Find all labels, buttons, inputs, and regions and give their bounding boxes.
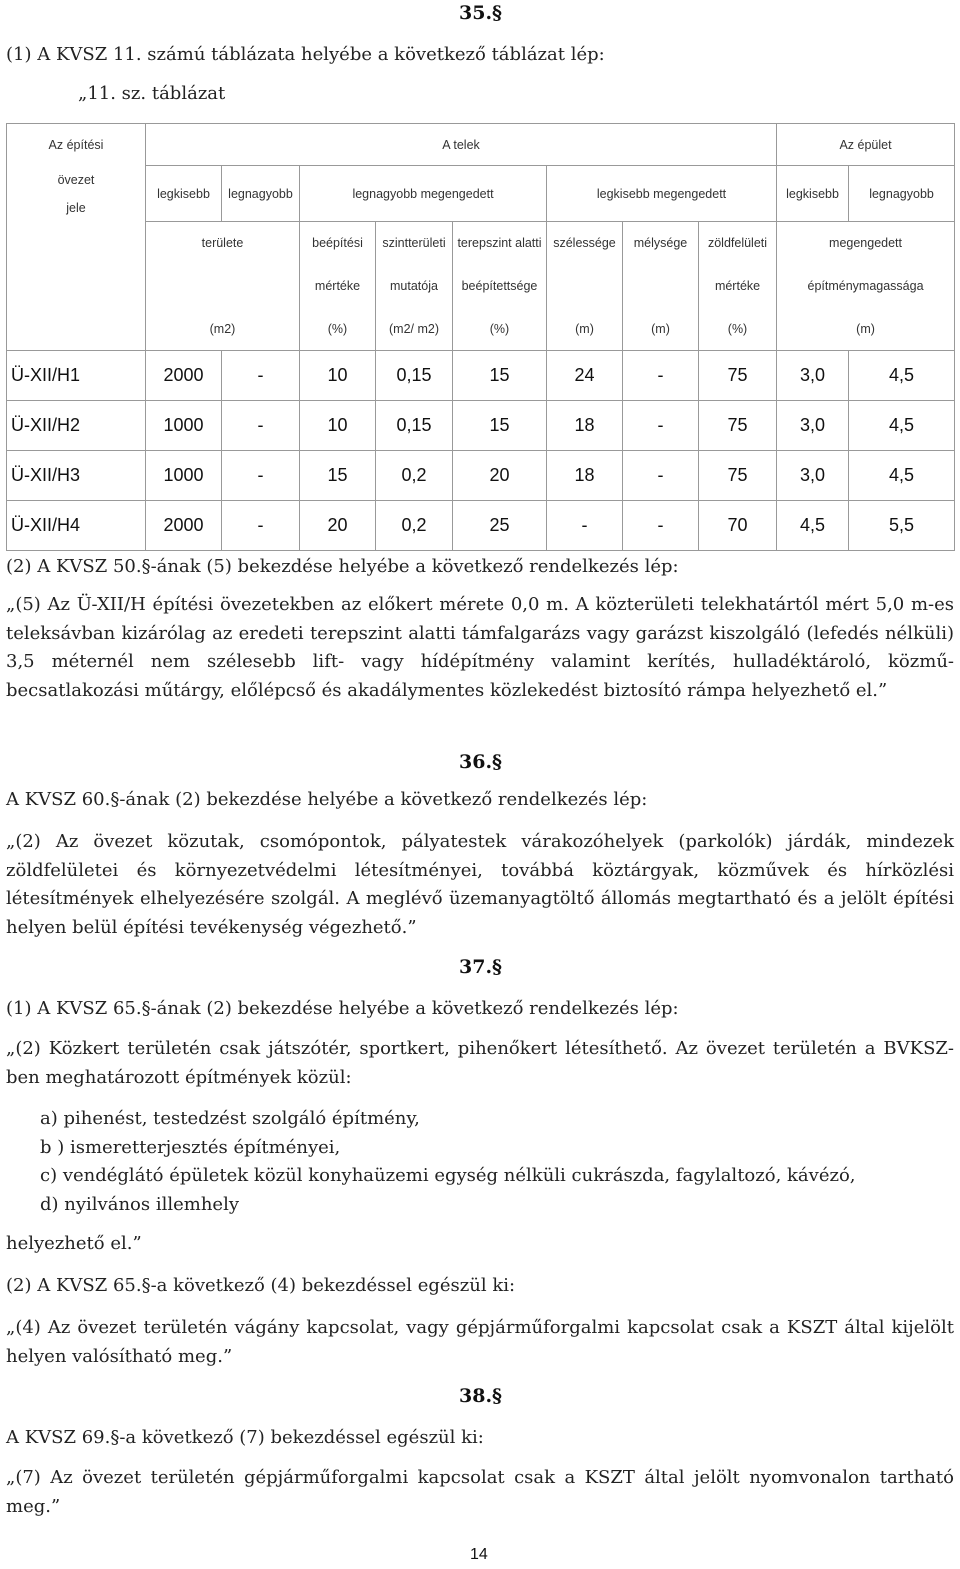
cell-depth: -: [623, 401, 699, 451]
header-under-2: beépítettsége: [453, 265, 547, 308]
header-built-2: mértéke: [300, 265, 376, 308]
cell-height-max: 5,5: [849, 501, 955, 551]
section-heading-36: 36.§: [459, 751, 502, 773]
cell-max: -: [222, 451, 300, 501]
amendment-intro: A KVSZ 69.§-a következő (7) bekezdéssel egészül ki:: [6, 1427, 484, 1448]
table-row: [7, 351, 955, 401]
cell-floor: 0,15: [376, 401, 453, 451]
zone-code: Ü-XII/H2: [7, 401, 146, 451]
header-min-height: legkisebb: [777, 166, 849, 222]
amendment-text: „(4) Az övezet területén vágány kapcsolat, vagy gépjárműforgalmi kapcsolat csak a KSZT által kijelölt helyen valósítható meg.”: [6, 1317, 954, 1367]
section-heading-38: 38.§: [459, 1385, 502, 1407]
cell-height-min: 4,5: [777, 501, 849, 551]
section-heading-35: 35.§: [459, 2, 502, 24]
cell-height-max: 4,5: [849, 351, 955, 401]
header-height: építménymagassága: [777, 265, 955, 308]
cell-width: -: [547, 501, 623, 551]
header-min-area: legkisebb: [146, 166, 222, 222]
cell-built: 15: [300, 451, 376, 501]
cell-depth: -: [623, 451, 699, 501]
cell-width: 24: [547, 351, 623, 401]
list-item: a) pihenést, testedzést szolgáló építmény,: [40, 1108, 420, 1129]
closing-text: helyezhető el.”: [6, 1233, 142, 1254]
amendment-intro: (1) A KVSZ 11. számú táblázata helyébe a következő táblázat lép:: [6, 44, 605, 65]
table-row: [7, 451, 955, 501]
header-zone-2: övezet jele: [7, 166, 146, 222]
header-floor: szintterületi: [376, 222, 453, 265]
unit-height: (m): [777, 308, 955, 351]
zone-code: Ü-XII/H1: [7, 351, 146, 401]
cell-height-min: 3,0: [777, 401, 849, 451]
header-plot: A telek: [146, 124, 777, 166]
cell-height-max: 4,5: [849, 451, 955, 501]
cell-width: 18: [547, 401, 623, 451]
header-min-allowed: legkisebb megengedett: [547, 166, 777, 222]
cell-green: 75: [699, 451, 777, 501]
amendment-intro: (1) A KVSZ 65.§-ának (2) bekezdése helyébe a következő rendelkezés lép:: [6, 998, 679, 1019]
header-max-allowed: legnagyobb megengedett: [300, 166, 547, 222]
cell-height-max: 4,5: [849, 401, 955, 451]
cell-max: -: [222, 501, 300, 551]
amendment-text: „(5) Az Ü-XII/H építési övezetekben az előkert mérete 0,0 m. A közterületi telekhatártól mért 5,0 m-es teleksávban kizárólag az eredeti terepszint alatti támfalgarázs vagy garázst kiszolgáló (lefedés nélküli) 3,5 méternél nem szélesebb lift- vagy hídépítmény valamint kerítés, hulladéktároló, közmű-becsatlakozási műtárgy, előlépcső és akadálymentes közlekedést biztosító rámpa helyezhető el.”: [6, 594, 954, 701]
cell-green: 75: [699, 351, 777, 401]
cell-width: 18: [547, 451, 623, 501]
unit-width: (m): [547, 308, 623, 351]
header-built: beépítési: [300, 222, 376, 265]
header-max-height: legnagyobb: [849, 166, 955, 222]
page-number: 14: [470, 1546, 488, 1563]
amendment-intro: (2) A KVSZ 50.§-ának (5) bekezdése helyébe a következő rendelkezés lép:: [6, 556, 679, 577]
cell-under: 20: [453, 451, 547, 501]
unit-area: (m2): [146, 308, 300, 351]
header-width: szélessége: [547, 222, 623, 265]
header-allowed: megengedett: [777, 222, 955, 265]
header-zone-1: Az építési: [7, 124, 146, 166]
header-green: zöldfelületi: [699, 222, 777, 265]
header-under: terepszint alatti: [453, 222, 547, 265]
zoning-table: [6, 123, 955, 551]
cell-under: 15: [453, 351, 547, 401]
cell-green: 70: [699, 501, 777, 551]
cell-floor: 0,2: [376, 501, 453, 551]
cell-green: 75: [699, 401, 777, 451]
cell-under: 25: [453, 501, 547, 551]
unit-green: (%): [699, 308, 777, 351]
amendment-text: „(2) Közkert területén csak játszótér, sportkert, pihenőkert létesíthető. Az övezet területén a BVKSZ-ben meghatározott építmények közül:: [6, 1038, 954, 1088]
cell-max: -: [222, 351, 300, 401]
amendment-text: „(2) Az övezet közutak, csomópontok, pályatestek várakozóhelyek (parkolók) járdák, mindezek zöldfelületei és környezetvédelmi létesítményei, továbbá köztárgyak, közművek és hírközlési létesítmények elhelyezésére szolgál. A meglévő üzemanyagtöltő állomás megtartható és a jelölt építési helyen belül építési tevékenység végezhető.”: [6, 831, 954, 938]
cell-height-min: 3,0: [777, 451, 849, 501]
amendment-text: „(7) Az övezet területén gépjárműforgalmi kapcsolat csak a KSZT által jelölt nyomvonalon tartható meg.”: [6, 1467, 954, 1517]
section-heading-37: 37.§: [459, 956, 502, 978]
cell-area: 2000: [146, 351, 222, 401]
building-list: [40, 1105, 940, 1219]
cell-area: 1000: [146, 451, 222, 501]
cell-built: 20: [300, 501, 376, 551]
header-floor-2: mutatója: [376, 265, 453, 308]
unit-built: (%): [300, 308, 376, 351]
list-item: b ) ismeretterjesztés építményei,: [40, 1136, 341, 1158]
zone-code: Ü-XII/H4: [7, 501, 146, 551]
table-caption: „11. sz. táblázat: [78, 83, 226, 104]
header-building: Az épület: [777, 124, 955, 166]
cell-height-min: 3,0: [777, 351, 849, 401]
list-item: d) nyilvános illemhely: [40, 1193, 239, 1215]
cell-depth: -: [623, 501, 699, 551]
header-green-2: mértéke: [699, 265, 777, 308]
list-item: c) vendéglátó épületek közül konyhaüzemi egység nélküli cukrászda, fagylaltozó, kávézó,: [40, 1165, 856, 1186]
header-max-built: legnagyobb: [222, 166, 300, 222]
unit-under: (%): [453, 308, 547, 351]
header-area: területe: [146, 222, 300, 265]
cell-area: 2000: [146, 501, 222, 551]
cell-built: 10: [300, 351, 376, 401]
zone-code: Ü-XII/H3: [7, 451, 146, 501]
cell-built: 10: [300, 401, 376, 451]
header-depth: mélysége: [623, 222, 699, 265]
cell-area: 1000: [146, 401, 222, 451]
unit-depth: (m): [623, 308, 699, 351]
table-row: [7, 501, 955, 551]
cell-depth: -: [623, 351, 699, 401]
amendment-intro: (2) A KVSZ 65.§-a következő (4) bekezdéssel egészül ki:: [6, 1275, 516, 1296]
cell-under: 15: [453, 401, 547, 451]
cell-floor: 0,2: [376, 451, 453, 501]
cell-floor: 0,15: [376, 351, 453, 401]
table-row: [7, 401, 955, 451]
amendment-intro: A KVSZ 60.§-ának (2) bekezdése helyébe a következő rendelkezés lép:: [6, 789, 648, 810]
unit-floor: (m2/ m2): [376, 308, 453, 351]
cell-max: -: [222, 401, 300, 451]
